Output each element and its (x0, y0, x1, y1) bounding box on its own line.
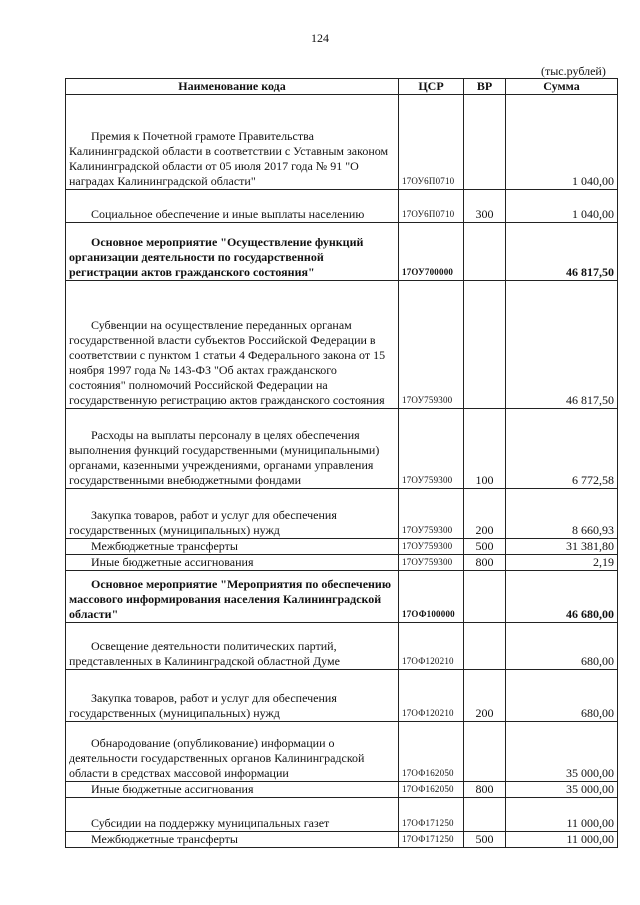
row-name: Субвенции на осуществление переданных органам государственной власти субъектов Российской Федерации в соответствии с пунктом 1 статьи 4 Федерального закона от 15 ноября 1997 года № 143-ФЗ "Об актах гражданского состояния" полномочий Российской Федерации на государственную регистрацию актов гражданского состояния (66, 281, 399, 409)
row-csr: 17ОФ100000 (399, 571, 464, 623)
table-row (66, 409, 618, 489)
row-csr: 17ОУ759300 (399, 489, 464, 539)
row-sum: 1 040,00 (506, 190, 618, 223)
table-row (66, 571, 618, 623)
row-sum: 6 772,58 (506, 409, 618, 489)
budget-table (65, 78, 618, 848)
row-sum: 11 000,00 (506, 832, 618, 848)
header-vr: ВР (464, 79, 506, 95)
table-row (66, 722, 618, 782)
row-name: Субсидии на поддержку муниципальных газет (66, 798, 399, 832)
row-name: Закупка товаров, работ и услуг для обеспечения государственных (муниципальных) нужд (66, 489, 399, 539)
row-name: Расходы на выплаты персоналу в целях обеспечения выполнения функций государственными (муниципальными) органами, казенными учреждениями, органами управления государственными внебюджетными фондами (66, 409, 399, 489)
table-row (66, 223, 618, 281)
row-vr (464, 223, 506, 281)
unit-note: (тыс.рублей) (541, 64, 606, 78)
header-sum: Сумма (506, 79, 618, 95)
header-csr: ЦСР (399, 79, 464, 95)
table-row (66, 782, 618, 798)
row-vr (464, 623, 506, 670)
row-name: Обнародование (опубликование) информации о деятельности государственных органов Калининградской области в средствах массовой информации (66, 722, 399, 782)
row-name: Премия к Почетной грамоте Правительства Калининградской области в соответствии с Уставным законом Калининградской области от 05 июля 2017 года № 91 "О наградах Калининградской области" (66, 95, 399, 190)
table-row (66, 95, 618, 190)
row-csr: 17ОУ759300 (399, 409, 464, 489)
row-vr: 300 (464, 190, 506, 223)
row-csr: 17ОФ171250 (399, 832, 464, 848)
row-vr: 200 (464, 489, 506, 539)
row-name: Закупка товаров, работ и услуг для обеспечения государственных (муниципальных) нужд (66, 670, 399, 722)
row-vr: 200 (464, 670, 506, 722)
row-csr: 17ОФ162050 (399, 782, 464, 798)
row-csr: 17ОУ759300 (399, 539, 464, 555)
row-sum: 35 000,00 (506, 722, 618, 782)
row-vr (464, 95, 506, 190)
row-name: Иные бюджетные ассигнования (66, 782, 399, 798)
row-csr: 17ОУ759300 (399, 555, 464, 571)
row-vr (464, 571, 506, 623)
table-header (66, 79, 618, 95)
table-row (66, 489, 618, 539)
table-row (66, 798, 618, 832)
row-vr: 500 (464, 832, 506, 848)
row-name: Основное мероприятие "Осуществление функций организации деятельности по государственной регистрации актов гражданского состояния" (66, 223, 399, 281)
table-row (66, 539, 618, 555)
row-sum: 35 000,00 (506, 782, 618, 798)
table-row (66, 623, 618, 670)
row-name: Освещение деятельности политических партий, представленных в Калининградской областной Думе (66, 623, 399, 670)
row-csr: 17ОФ120210 (399, 623, 464, 670)
row-sum: 46 817,50 (506, 281, 618, 409)
row-sum: 46 817,50 (506, 223, 618, 281)
table-row (66, 190, 618, 223)
table-row (66, 281, 618, 409)
row-name: Основное мероприятие "Мероприятия по обеспечению массового информирования населения Калининградской области" (66, 571, 399, 623)
table-row (66, 670, 618, 722)
row-vr (464, 281, 506, 409)
row-csr: 17ОУ759300 (399, 281, 464, 409)
row-name: Межбюджетные трансферты (66, 832, 399, 848)
row-vr (464, 798, 506, 832)
row-csr: 17ОУ700000 (399, 223, 464, 281)
row-sum: 46 680,00 (506, 571, 618, 623)
page-number: 124 (311, 31, 329, 45)
row-vr: 500 (464, 539, 506, 555)
row-sum: 2,19 (506, 555, 618, 571)
row-name: Иные бюджетные ассигнования (66, 555, 399, 571)
table-row (66, 555, 618, 571)
row-vr: 100 (464, 409, 506, 489)
row-name: Социальное обеспечение и иные выплаты населению (66, 190, 399, 223)
row-csr: 17ОУ6П0710 (399, 190, 464, 223)
row-csr: 17ОФ171250 (399, 798, 464, 832)
row-sum: 1 040,00 (506, 95, 618, 190)
row-csr: 17ОФ120210 (399, 670, 464, 722)
row-csr: 17ОУ6П0710 (399, 95, 464, 190)
row-vr (464, 722, 506, 782)
header-name: Наименование кода (66, 79, 399, 95)
row-sum: 680,00 (506, 670, 618, 722)
row-vr: 800 (464, 782, 506, 798)
row-sum: 11 000,00 (506, 798, 618, 832)
row-sum: 680,00 (506, 623, 618, 670)
row-sum: 31 381,80 (506, 539, 618, 555)
row-sum: 8 660,93 (506, 489, 618, 539)
row-name: Межбюджетные трансферты (66, 539, 399, 555)
row-csr: 17ОФ162050 (399, 722, 464, 782)
row-vr: 800 (464, 555, 506, 571)
table-row (66, 832, 618, 848)
